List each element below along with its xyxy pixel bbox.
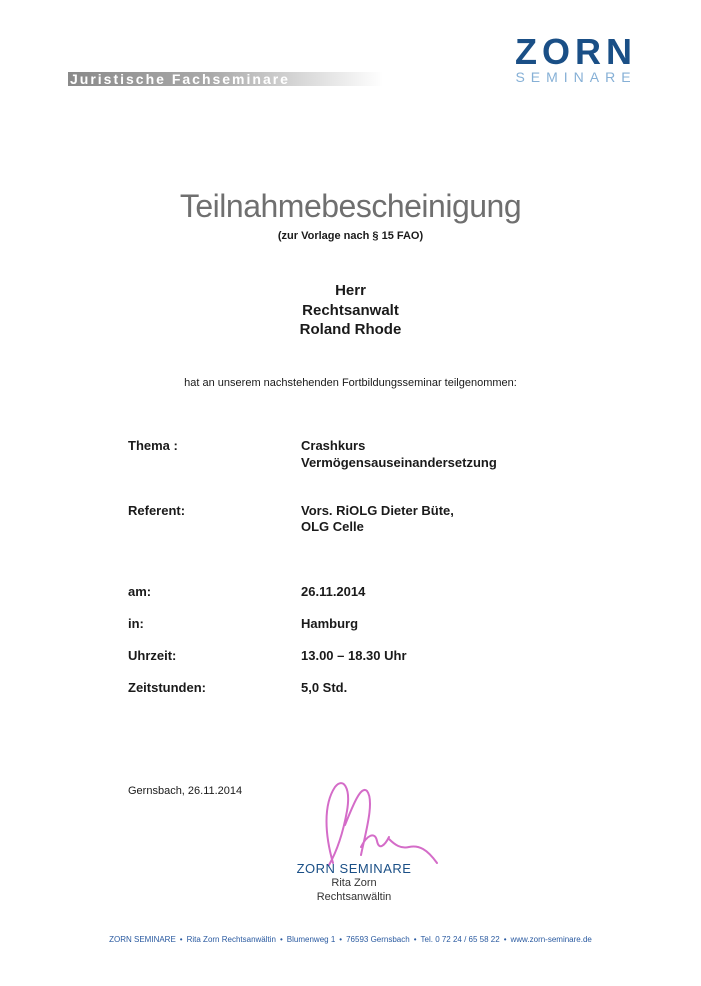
signature-icon — [305, 775, 445, 875]
certificate-subtitle: (zur Vorlage nach § 15 FAO) — [277, 230, 424, 242]
footer-separator: • — [279, 935, 283, 944]
footer-street: Blumenweg 1 — [286, 935, 336, 944]
topic-line1: Crashkurs — [301, 438, 366, 453]
speaker-label: Referent: — [128, 503, 186, 518]
topic-label: Thema : — [128, 438, 178, 453]
participant-salutation: Herr — [335, 282, 366, 299]
hours-label: Zeitstunden: — [128, 680, 206, 695]
signer-title: Rechtsanwältin — [316, 891, 392, 903]
footer-phone: Tel. 0 72 24 / 65 58 22 — [420, 935, 500, 944]
footer-city: 76593 Gernsbach — [346, 935, 410, 944]
hours-value: 5,0 Std. — [301, 680, 348, 695]
footer-website: www.zorn-seminare.de — [510, 935, 592, 944]
date-label: am: — [128, 584, 152, 599]
stamp-company: ZORN SEMINARE — [296, 861, 412, 876]
speaker-line2: OLG Celle — [301, 519, 364, 534]
footer-separator: • — [503, 935, 507, 944]
footer-separator: • — [179, 935, 183, 944]
location-label: in: — [128, 616, 144, 631]
certificate-title: Teilnahmebescheinigung — [179, 188, 522, 224]
location-value: Hamburg — [301, 616, 359, 631]
time-value: 13.00 – 18.30 Uhr — [301, 648, 407, 663]
logo-main-text: ZORN — [515, 31, 637, 72]
footer-company: ZORN SEMINARE — [109, 935, 176, 944]
place-date: Gernsbach, 26.11.2014 — [128, 785, 243, 797]
footer-separator: • — [413, 935, 417, 944]
participant-profession: Rechtsanwalt — [302, 302, 399, 319]
footer — [0, 935, 701, 944]
company-stamp — [254, 861, 454, 904]
footer-owner: Rita Zorn Rechtsanwältin — [186, 935, 276, 944]
date-value: 26.11.2014 — [301, 584, 366, 599]
zorn-logo — [506, 31, 646, 85]
header-banner — [68, 72, 383, 86]
participant-name: Roland Rhode — [299, 321, 402, 338]
footer-separator: • — [339, 935, 343, 944]
time-label: Uhrzeit: — [128, 648, 177, 663]
intro-text: hat an unserem nachstehenden Fortbildungsseminar teilgenommen: — [184, 377, 517, 389]
topic-line2: Vermögensauseinandersetzung — [301, 455, 497, 470]
logo-sub-text: SEMINARE — [515, 69, 637, 85]
speaker-line1: Vors. RiOLG Dieter Büte, — [301, 503, 454, 518]
signer-name: Rita Zorn — [331, 877, 377, 889]
banner-text: Juristische Fachseminare — [70, 71, 290, 87]
